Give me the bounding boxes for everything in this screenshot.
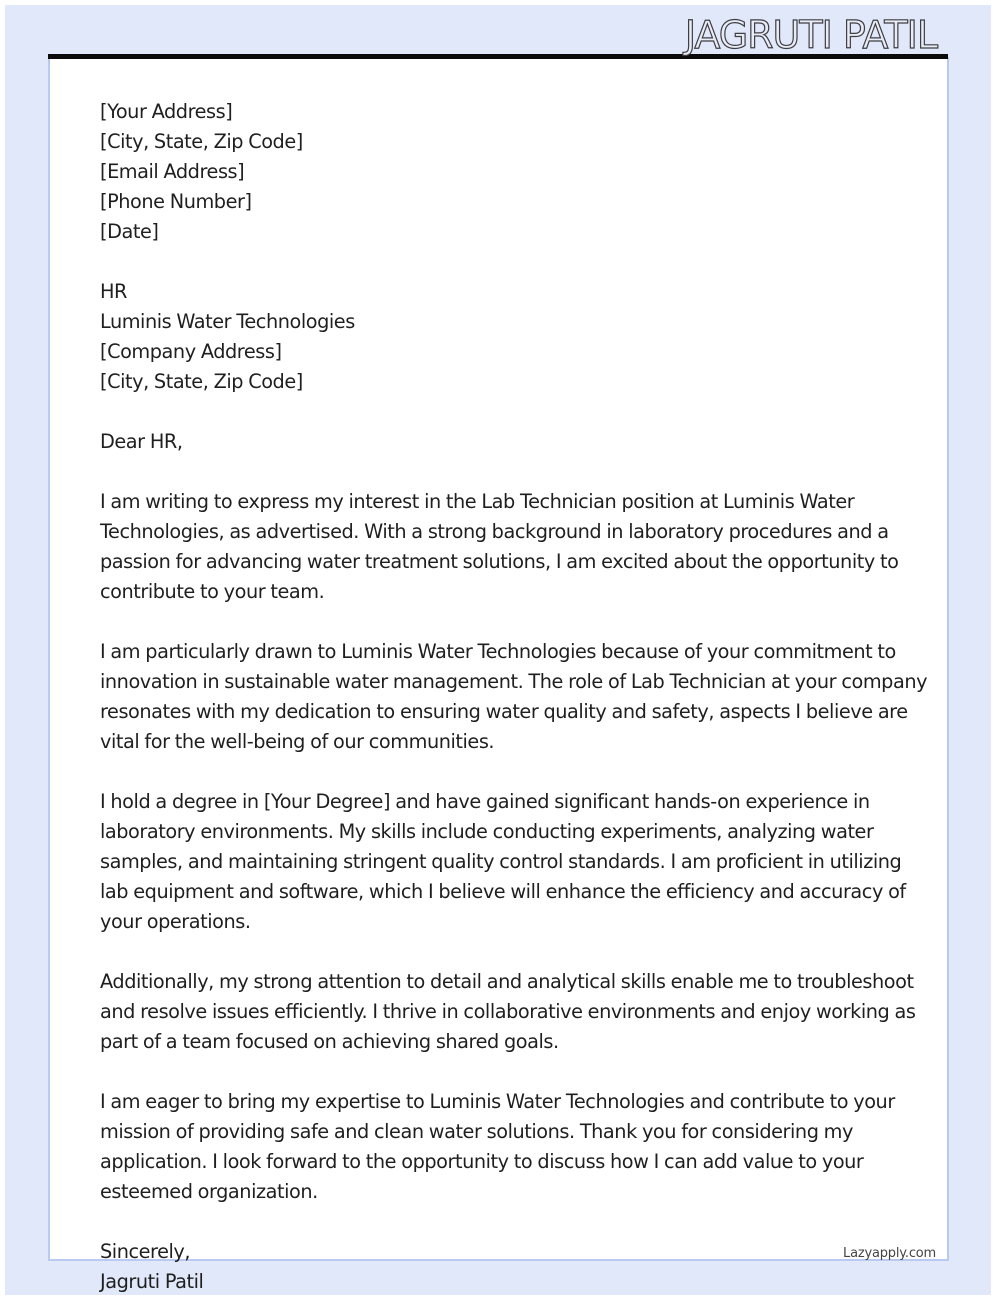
paragraph-line: part of a team focused on achieving shared goals. bbox=[100, 1030, 559, 1053]
paragraph-line: Technologies, as advertised. With a strong background in laboratory procedures and a bbox=[100, 520, 889, 543]
paragraph-line: Additionally, my strong attention to detail and analytical skills enable me to troubleshoot bbox=[100, 970, 914, 993]
signature-name: Jagruti Patil bbox=[100, 1270, 204, 1293]
watermark-link[interactable]: Lazyapply.com bbox=[843, 1246, 936, 1261]
paragraph-line: contribute to your team. bbox=[100, 580, 325, 603]
paragraph-line: esteemed organization. bbox=[100, 1180, 318, 1203]
recipient-company: Luminis Water Technologies bbox=[100, 310, 355, 333]
paragraph-line: I am eager to bring my expertise to Luminis Water Technologies and contribute to your bbox=[100, 1090, 895, 1113]
recipient-name: HR bbox=[100, 280, 127, 303]
paragraph-line: innovation in sustainable water management. The role of Lab Technician at your company bbox=[100, 670, 928, 693]
recipient-address: [Company Address] bbox=[100, 340, 282, 363]
sender-phone: [Phone Number] bbox=[100, 190, 252, 213]
paragraph-line: application. I look forward to the opportunity to discuss how I can add value to your bbox=[100, 1150, 864, 1173]
paragraph-line: samples, and maintaining stringent quality control standards. I am proficient in utilizing bbox=[100, 850, 902, 873]
letter-date: [Date] bbox=[100, 220, 159, 243]
recipient-block bbox=[100, 277, 900, 397]
paragraph-line: resonates with my dedication to ensuring water quality and safety, aspects I believe are bbox=[100, 700, 908, 723]
paragraph-line: mission of providing safe and clean water solutions. Thank you for considering my bbox=[100, 1120, 853, 1143]
paragraph-1 bbox=[100, 487, 900, 607]
recipient-city: [City, State, Zip Code] bbox=[100, 370, 303, 393]
paragraph-line: laboratory environments. My skills include conducting experiments, analyzing water bbox=[100, 820, 874, 843]
paragraph-line: I am particularly drawn to Luminis Water Technologies because of your commitment to bbox=[100, 640, 896, 663]
paragraph-2 bbox=[100, 637, 928, 757]
sender-email: [Email Address] bbox=[100, 160, 245, 183]
sender-city: [City, State, Zip Code] bbox=[100, 130, 303, 153]
sender-address: [Your Address] bbox=[100, 100, 233, 123]
sender-block bbox=[100, 97, 900, 247]
closing-block bbox=[100, 1237, 900, 1297]
paragraph-3 bbox=[100, 787, 906, 937]
paragraph-line: I hold a degree in [Your Degree] and have gained significant hands-on experience in bbox=[100, 790, 870, 813]
paragraph-4 bbox=[100, 967, 916, 1057]
cover-letter-body bbox=[100, 97, 928, 1297]
sign-off: Sincerely, bbox=[100, 1240, 191, 1263]
paragraph-line: I am writing to express my interest in the Lab Technician position at Luminis Water bbox=[100, 490, 855, 513]
paragraph-line: your operations. bbox=[100, 910, 251, 933]
paragraph-line: vital for the well-being of our communities. bbox=[100, 730, 495, 753]
paragraph-line: passion for advancing water treatment solutions, I am excited about the opportunity to bbox=[100, 550, 899, 573]
paragraph-line: and resolve issues efficiently. I thrive in collaborative environments and enjoy working as bbox=[100, 1000, 916, 1023]
paragraph-line: lab equipment and software, which I believe will enhance the efficiency and accuracy of bbox=[100, 880, 906, 903]
salutation: Dear HR, bbox=[100, 430, 183, 453]
paragraph-5 bbox=[100, 1087, 900, 1207]
applicant-name-heading: JAGRUTI PATIL bbox=[684, 13, 937, 57]
